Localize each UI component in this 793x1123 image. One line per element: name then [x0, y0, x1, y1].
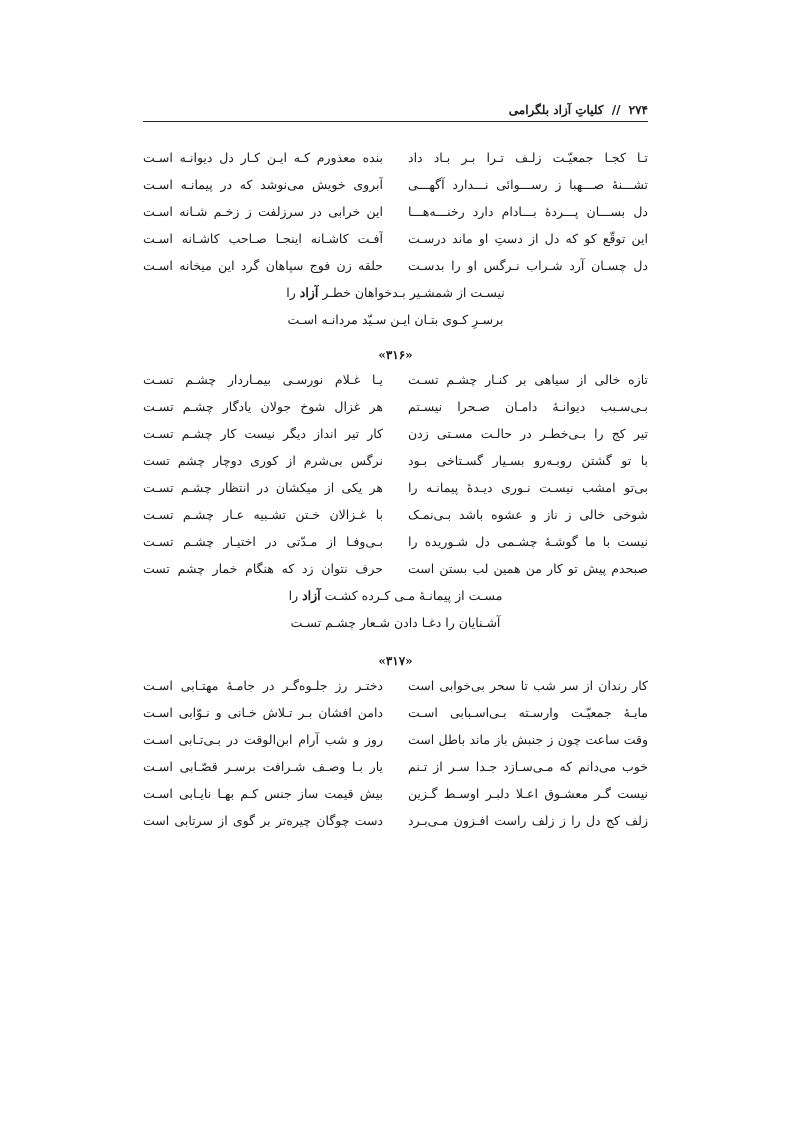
couplet	[143, 144, 648, 171]
final-couplet-line1: مسـت از پیمانـۀ مـی کـرده کشـت آزاد را	[288, 588, 503, 603]
hemistich-first: تـا کجـا جمعیّـت زلـف تـرا بـر بـاد داد	[408, 150, 648, 165]
final-couplet-line1: نیسـت از شمشـیر بـدخواهان خطـر آزاد را	[286, 285, 505, 300]
couplet	[143, 171, 648, 198]
hemistich-first: شوخی خالی ز ناز و عشوه باشد بـی‌نمـک	[408, 507, 648, 522]
couplet	[143, 555, 648, 582]
hemistich-first: دل بســـان پـــردۀ بـــادام دارد رخنـــه‌هـــا	[408, 204, 648, 219]
hemistich-second: یـا غـلام نورسـی بیمـاردار چشـم تسـت	[143, 372, 383, 387]
couplet	[143, 393, 648, 420]
hemistich-first: وقت ساعت چون ز جنبش باز ماند باطل است	[408, 732, 648, 747]
couplet	[143, 780, 648, 807]
couplet	[143, 366, 648, 393]
hemistich-second: دامن افشان بـر تـلاش خـانی و نـوّابی اسـت	[143, 705, 383, 720]
couplet	[143, 447, 648, 474]
hemistich-second: آبروی خویش می‌نوشد که در پیمانـه اسـت	[143, 177, 383, 192]
header-separator: //	[611, 103, 621, 117]
hemistich-second: نرگس بی‌شرم از کوری دوچار چشم تست	[143, 453, 383, 468]
hemistich-second: یار بـا وصـف شـرافت برسـر قصّـابی اسـت	[143, 759, 383, 774]
couplet	[143, 726, 648, 753]
couplet	[143, 501, 648, 528]
hemistich-second: حرف نتوان زد که هنگام خمار چشم تست	[143, 561, 383, 576]
final-couplet-line2: برسـرِ کـوی بتـان ایـن سـیّد مردانـه اسـت	[287, 312, 504, 327]
hemistich-first: تیر کج را بـی‌خطـر در حالـت مسـتی زدن	[408, 426, 648, 441]
hemistich-second: بـی‌وفـا از مـدّتی در اختیـار چشـم تسـت	[143, 534, 383, 549]
ghazal-number: «۳۱۷»	[378, 654, 413, 668]
hemistich-first: زلف کج دل را ز زلف راست افـزون مـی‌بـرد	[408, 813, 648, 828]
couplet	[143, 252, 648, 279]
book-title: کلیاتِ آزاد بلگرامی	[508, 103, 604, 117]
hemistich-first: نیست گـر معشـوق اعـلا دلبـر اوسـط گـزین	[408, 786, 648, 801]
couplet	[143, 420, 648, 447]
hemistich-first: بـی‌سـبب دیوانـۀ دامـان صـحرا نیسـتم	[408, 399, 648, 414]
hemistich-second: حلقه زن فوج سپاهان گرد این میخانه اسـت	[143, 258, 383, 273]
hemistich-first: کار رندان از سر شب تا سحر بی‌خوابی است	[408, 678, 648, 693]
hemistich-second: هر یکی از میکشان در انتظار چشـم تسـت	[143, 480, 383, 495]
hemistich-second: این خرابی در سرزلفت ز زخـم شـانه اسـت	[143, 204, 383, 219]
ghazal-316	[143, 344, 648, 636]
hemistich-second: کار تیر انداز دیگر نیست کار چشـم تسـت	[143, 426, 383, 441]
hemistich-second: دست چوگان چیره‌تر بر گوی از سرتابی است	[143, 813, 383, 828]
hemistich-first: تشـــنۀ صـــهبا ز رســـوائی نـــدارد آگهـــی	[408, 177, 648, 192]
ghazal-317	[143, 650, 648, 834]
couplet	[143, 699, 648, 726]
couplet	[143, 753, 648, 780]
couplet	[143, 474, 648, 501]
hemistich-first: نیست با ما گوشـۀ چشـمی دل شـوریده را	[408, 534, 648, 549]
poet-name: آزاد	[299, 285, 319, 300]
couplet	[143, 198, 648, 225]
hemistich-first: تازه خالی از سیاهی بر کنـار چشـم تسـت	[408, 372, 648, 387]
hemistich-first: صبحدم پیش تو کار من همین لب بستن است	[408, 561, 648, 576]
hemistich-second: بیش قیمت ساز جنس کـم بهـا نایـابی اسـت	[143, 786, 383, 801]
hemistich-second: آفـت کاشـانه اینجـا صـاحب کاشـانه اسـت	[143, 231, 383, 246]
poet-name: آزاد	[302, 588, 321, 603]
hemistich-first: دل چسـان آرد شـراب نـرگس او را بدسـت	[408, 258, 648, 273]
couplet	[143, 528, 648, 555]
ghazal-number: «۳۱۶»	[378, 348, 413, 362]
page-header	[143, 95, 648, 122]
hemistich-second: با غـزالان خـتن تشـبیه عـار چشـم تسـت	[143, 507, 383, 522]
hemistich-first: با تو گشتن روبـه‌رو بسـیار گسـتاخی بـود	[408, 453, 648, 468]
hemistich-first: بی‌تو امشب نیسـت نـوری دیـدۀ پیمانـه را	[408, 480, 648, 495]
ghazal-continued	[143, 144, 648, 333]
final-couplet-line2: آشـنایان را دغـا دادن شـعار چشـم تسـت	[290, 615, 501, 630]
hemistich-second: بنده معذورم کـه ایـن کـار دل دیوانـه اسـت	[143, 150, 383, 165]
couplet	[143, 672, 648, 699]
page-number: ۲۷۴	[628, 103, 648, 117]
hemistich-second: روز و شب آرام ابن‌الوقت در بـی‌تـابی اسـت	[143, 732, 383, 747]
hemistich-first: این توقّع کو که دل از دستِ او ماند درسـت	[408, 231, 648, 246]
couplet	[143, 225, 648, 252]
hemistich-first: مایـۀ جمعیّـت وارسـته بـی‌اسـبابی اسـت	[408, 705, 648, 720]
header-text	[505, 103, 648, 121]
hemistich-second: دختـر رز جلـوه‌گـر در جامـۀ مهتـابی اسـت	[143, 678, 383, 693]
couplet	[143, 807, 648, 834]
hemistich-second: هر غزال شوخ جولان یادگار چشـم تسـت	[143, 399, 383, 414]
hemistich-first: خوب می‌دانم که مـی‌سـازد جـدا سـر از تـنم	[408, 759, 648, 774]
